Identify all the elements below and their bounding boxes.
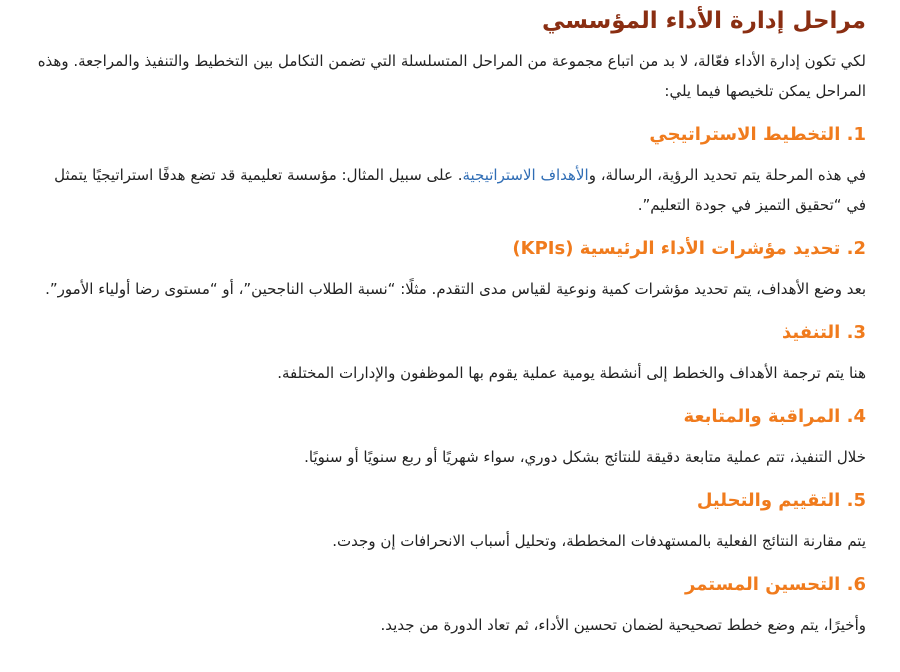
section-text-improvement: وأخيرًا، يتم وضع خطط تصحيحية لضمان تحسين الأداء، ثم تعاد الدورة من جديد. — [380, 616, 866, 634]
section-heading-planning: 1. التخطيط الاستراتيجي — [649, 124, 866, 145]
section-heading-execution: 3. التنفيذ — [782, 322, 866, 343]
section-text-monitoring: خلال التنفيذ، تتم عملية متابعة دقيقة للنتائج بشكل دوري، سواء شهريًا أو ربع سنويًا أو سنويًا. — [304, 448, 866, 466]
section-text-planning-start: في هذه المرحلة يتم تحديد الرؤية، الرسالة، و — [588, 166, 866, 184]
page-title: مراحل إدارة الأداء المؤسسي — [541, 8, 866, 34]
section-text-execution: هنا يتم ترجمة الأهداف والخطط إلى أنشطة يومية عملية يقوم بها الموظفون والإدارات المختلفة. — [277, 364, 866, 382]
section-text-evaluation: يتم مقارنة النتائج الفعلية بالمستهدفات المخططة، وتحليل أسباب الانحرافات إن وجدت. — [332, 532, 866, 550]
strategic-goals-link[interactable]: الأهداف الاستراتيجية — [462, 166, 589, 184]
section-heading-improvement: 6. التحسين المستمر — [685, 574, 866, 595]
section-heading-kpis: 2. تحديد مؤشرات الأداء الرئيسية (KPIs) — [512, 238, 866, 259]
section-heading-evaluation: 5. التقييم والتحليل — [696, 490, 866, 511]
intro-paragraph: لكي تكون إدارة الأداء فعّالة، لا بد من اتباع مجموعة من المراحل المتسلسلة التي تضمن التكامل بين التخطيط والتنفيذ والمراجعة. وهذه المراحل يمكن تلخيصها فيما يلي: — [37, 52, 866, 100]
section-text-planning — [34, 160, 866, 220]
section-text-planning-end: . على سبيل المثال: مؤسسة تعليمية قد تضع هدفًا استراتيجيًا يتمثل في “تحقيق التميز في جودة التعليم”. — [54, 166, 866, 214]
section-heading-monitoring: 4. المراقبة والمتابعة — [683, 406, 866, 427]
section-text-kpis: بعد وضع الأهداف، يتم تحديد مؤشرات كمية ونوعية لقياس مدى التقدم. مثلًا: “نسبة الطلاب الناجحين”، أو “مستوى رضا أولياء الأمور”. — [45, 280, 866, 298]
